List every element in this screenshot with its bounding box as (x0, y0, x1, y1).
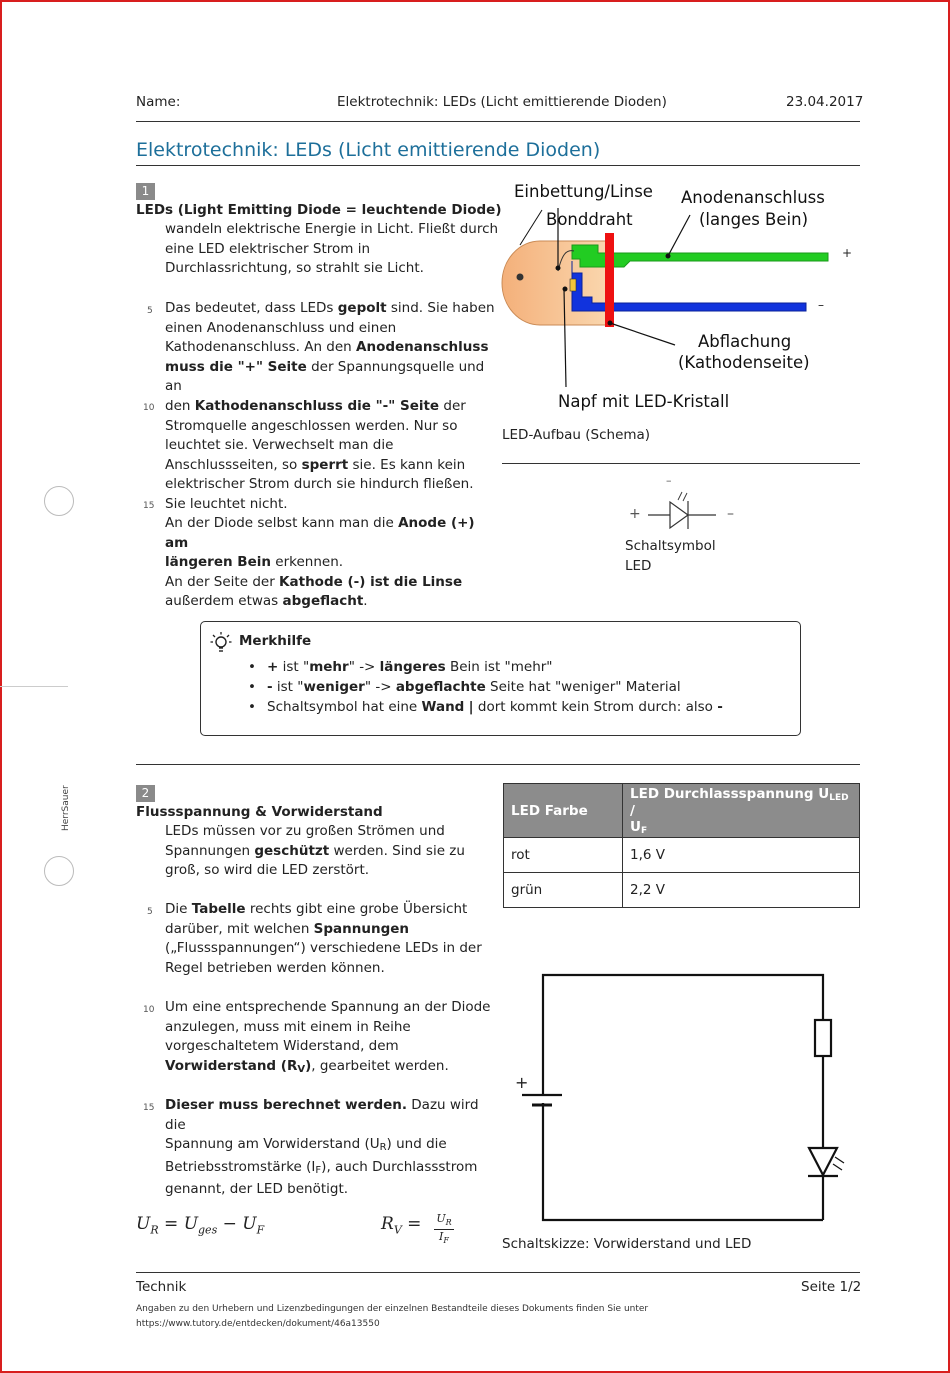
section2-paragraph2 (165, 900, 500, 978)
leader-dot (608, 321, 613, 326)
text-line: An der Diode selbst kann man die Anode (+) am (165, 515, 475, 551)
table-row (504, 838, 860, 873)
line-number: 10 (143, 1005, 155, 1015)
led-crystal (570, 279, 576, 291)
table-cell: 2,2 V (623, 873, 860, 908)
text-line: Anschlussseiten, so sperrt sie. Es kann kein (165, 456, 466, 473)
text-line: längeren Bein erkennen. (165, 554, 344, 571)
section2-paragraph3 (165, 998, 500, 1079)
table-header: LED Farbe (504, 784, 623, 838)
label-cup: Napf mit LED-Kristall (558, 392, 730, 411)
symbol-plus: + (629, 506, 641, 522)
text-line: leuchtet sie. Verwechselt man die (165, 437, 394, 454)
text-line: („Flussspannungen“) verschiedene LEDs in der (165, 940, 482, 957)
text-line: Die Tabelle rechts gibt eine grobe Übersicht (165, 901, 468, 917)
header-rule (136, 121, 860, 122)
voltage-table (503, 783, 860, 908)
leader-line (668, 215, 690, 256)
battery-plus: + (515, 1073, 529, 1092)
section2-paragraph4 (165, 1096, 500, 1200)
section1-paragraph2 (165, 299, 500, 515)
formula-ur: $U_R = U_{ges} - U_F$ (136, 1214, 265, 1237)
text-line: wandeln elektrische Energie in Licht. Fließt durch (165, 221, 499, 237)
text-line: elektrischer Strom durch sie hindurch fließen. (165, 476, 474, 493)
text-line: einen Anodenanschluss und einen (165, 319, 397, 336)
punch-hole (44, 856, 74, 886)
section-heading: LEDs (Light Emitting Diode = leuchtende Diode) (136, 202, 502, 218)
label-anode: Anodenanschluss (681, 188, 825, 207)
text-line: An der Seite der Kathode (-) ist die Linse (165, 573, 463, 590)
line-number: 15 (143, 1103, 155, 1113)
label-lens: Einbettung/Linse (514, 182, 653, 201)
punch-hole (44, 486, 74, 516)
text-line: LEDs müssen vor zu großen Strömen und (165, 823, 445, 839)
label-anode-sub: (langes Bein) (699, 210, 809, 229)
circuit-diagram (510, 965, 855, 1230)
led-symbol-icon (640, 484, 730, 534)
text-line: Spannungen geschützt werden. Sind sie zu (165, 842, 465, 859)
text-line: eine LED elektrischer Strom in (165, 240, 371, 257)
line-number: 5 (147, 306, 153, 316)
merkhilfe-title: Merkhilfe (239, 633, 312, 649)
text-line: Spannung am Vorwiderstand (UR) und die (165, 1136, 447, 1154)
section-rule (136, 764, 860, 765)
text-line: Dieser muss berechnet werden. Dazu wird die (165, 1097, 479, 1133)
formula-rv: $R_V$ = (381, 1214, 422, 1237)
title-rule (136, 165, 860, 166)
table-cell: rot (504, 838, 623, 873)
table-cell: grün (504, 873, 623, 908)
leader-line (520, 210, 542, 245)
footer-license: Angaben zu den Urhebern und Lizenzbedingungen der einzelnen Bestandteile dieses Dokuments finden Sie unter (136, 1304, 649, 1314)
lens-dot (517, 274, 524, 281)
label-bond: Bonddraht (546, 210, 633, 229)
merkhilfe-box (200, 621, 801, 736)
text-line: außerdem etwas abgeflacht. (165, 593, 368, 610)
text-line: Vorwiderstand (RV), gearbeitet werden. (165, 1057, 449, 1075)
symbol-top-minus: – (666, 474, 672, 487)
line-number: 10 (143, 403, 155, 413)
cathode-minus: – (818, 298, 824, 312)
lightbulb-icon (210, 631, 232, 655)
bond-bar (605, 233, 614, 327)
text-line: muss die "+" Seite der Spannungsquelle und an (165, 358, 485, 395)
text-line: Durchlassrichtung, so strahlt sie Licht. (165, 260, 424, 277)
text-line: vorgeschaltetem Widerstand, dem (165, 1038, 399, 1055)
name-label: Name: (136, 94, 181, 110)
leader-dot (563, 287, 568, 292)
led-circuit-symbol (809, 1148, 837, 1175)
text-line: Das bedeutet, dass LEDs gepolt sind. Sie haben (165, 300, 495, 316)
list-item: • - ist "weniger" -> abgeflachte Seite hat "weniger" Material (237, 677, 723, 697)
text-line: den Kathodenanschluss die "-" Seite der (165, 397, 466, 414)
text-line: Schaltsymbol (625, 538, 716, 554)
text-line: Um eine entsprechende Spannung an der Diode (165, 999, 491, 1015)
formula-fraction: $U_R$ $I_F$ (434, 1212, 454, 1247)
section-number: 1 (136, 183, 155, 200)
text-line: genannt, der LED benötigt. (165, 1181, 349, 1198)
text-line: darüber, mit welchen Spannungen (165, 920, 410, 937)
text-line: Kathodenanschluss. An den Anodenanschluss (165, 339, 489, 356)
label-flat-sub: (Kathodenseite) (678, 353, 810, 372)
section-number: 2 (136, 785, 155, 802)
merkhilfe-list (237, 657, 723, 717)
footer-subject: Technik (136, 1279, 187, 1295)
circuit-caption: Schaltskizze: Vorwiderstand und LED (502, 1236, 752, 1252)
symbol-caption (625, 537, 716, 576)
header-title: Elektrotechnik: LEDs (Licht emittierende Dioden) (337, 94, 667, 110)
text-line: LED (625, 557, 652, 574)
line-number: 5 (147, 907, 153, 917)
footer-rule (136, 1272, 860, 1273)
section1-paragraph3 (165, 514, 500, 612)
side-label: HerrSauer (61, 785, 71, 831)
resistor-symbol (815, 1020, 831, 1056)
leader-dot (556, 266, 561, 271)
list-item: • Schaltsymbol hat eine Wand | dort kommt kein Strom durch: also - (237, 697, 723, 717)
header-date: 23.04.2017 (786, 94, 864, 110)
table-header: LED Durchlassspannung ULED / UF (623, 784, 860, 838)
table-row (504, 873, 860, 908)
text-line: Sie leuchtet nicht. (165, 495, 288, 512)
text-line: Betriebsstromstärke (IF), auch Durchlassstrom (165, 1158, 478, 1176)
diagram-caption: LED-Aufbau (Schema) (502, 427, 651, 443)
leader-line (610, 323, 675, 345)
section2-paragraph1 (165, 822, 500, 881)
text-line: anzulegen, muss mit einem in Reihe (165, 1018, 411, 1035)
list-item: • + ist "mehr" -> längeres Bein ist "mehr" (237, 657, 723, 677)
text-line: groß, so wird die LED zerstört. (165, 862, 370, 879)
anode-plus: + (842, 246, 853, 260)
footer-url[interactable]: https://www.tutory.de/entdecken/dokument/46a13550 (136, 1319, 380, 1329)
label-flat: Abflachung (698, 332, 792, 351)
text-line: Stromquelle angeschlossen werden. Nur so (165, 417, 458, 434)
symbol-minus: – (727, 506, 734, 522)
diagram-rule (502, 463, 860, 464)
footer-page: Seite 1/2 (801, 1279, 862, 1295)
section1-intro (165, 220, 500, 279)
text-line: Regel betrieben werden können. (165, 959, 385, 976)
leader-dot (666, 254, 671, 259)
line-number: 15 (143, 501, 155, 511)
section-heading: Flussspannung & Vorwiderstand (136, 804, 383, 820)
page-title: Elektrotechnik: LEDs (Licht emittierende Dioden) (136, 139, 601, 161)
fold-mark (0, 686, 68, 687)
table-cell: 1,6 V (623, 838, 860, 873)
